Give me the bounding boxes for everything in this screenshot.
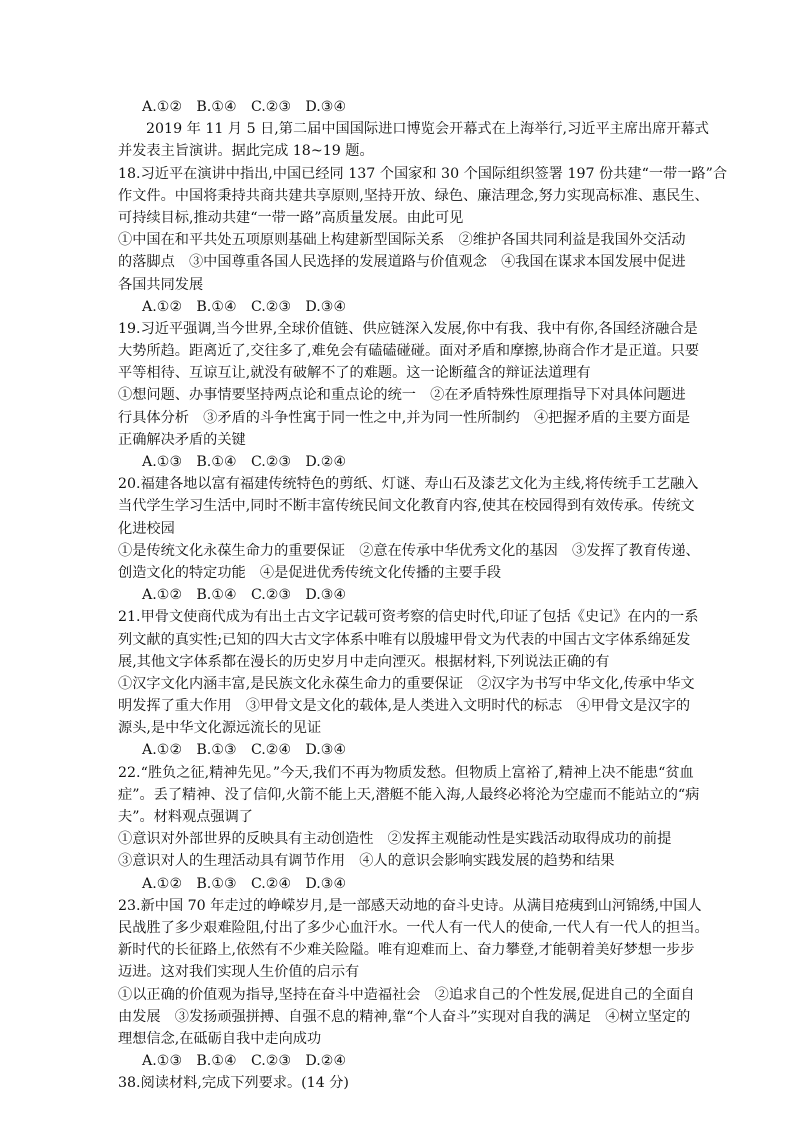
answer-options: A.①② B.①④ C.②③ D.③④	[142, 587, 347, 604]
text-line: 列文献的真实性;已知的四大古文字体系中唯有以殷墟甲骨文为代表的中国古文字体系绵延发	[118, 631, 691, 648]
text-line: 大势所趋。距离近了,交往多了,难免会有磕磕碰碰。面对矛盾和摩擦,协商合作才是正道。只要	[118, 343, 700, 360]
answer-options: A.①② B.①③ C.②④ D.③④	[142, 875, 347, 892]
text-line: 创造文化的特定功能 ④是促进优秀传统文化传播的主要手段	[118, 564, 502, 581]
text-line: 民战胜了多少艰难险阻,付出了多少心血汗水。一代人有一代人的使命,一代人有一代人的担当。	[118, 919, 709, 936]
text-line: ①意识对外部世界的反映具有主动创造性 ②发挥主观能动性是实践活动取得成功的前提	[118, 831, 672, 848]
text-line: 21.甲骨文使商代成为有出土古文字记载可资考察的信史时代,印证了包括《史记》在内的一系	[118, 609, 699, 626]
text-line: 22.“胜负之征,精神先见。”今天,我们不再为物质发愁。但物质上富裕了,精神上决不能患“贫血	[118, 764, 694, 781]
text-line: 夫”。材料观点强调了	[118, 809, 253, 825]
answer-options: A.①② B.①③ C.②④ D.③④	[142, 742, 347, 759]
text-line: 可持续目标,推动共建“一带一路”高质量发展。由此可见	[118, 209, 464, 226]
text-line: 23.新中国 70 年走过的峥嵘岁月,是一部感天动地的奋斗史诗。从满目疮痍到山河锦绣,中国人	[118, 897, 702, 914]
text-line: 行具体分析 ③矛盾的斗争性寓于同一性之中,并为同一性所制约 ④把握矛盾的主要方面是	[118, 409, 691, 426]
answer-options: A.①③ B.①④ C.②③ D.②④	[142, 1053, 347, 1070]
text-line: ③意识对人的生理活动具有调节作用 ④人的意识会影响实践发展的趋势和结果	[118, 853, 615, 870]
answer-options: A.①③ B.①④ C.②③ D.②④	[142, 454, 347, 470]
text-line: 19.习近平强调,当今世界,全球价值链、供应链深入发展,你中有我、我中有你,各国经济融合是	[118, 320, 698, 337]
text-line: ①以正确的价值观为指导,坚持在奋斗中造福社会 ②追求自己的个性发展,促进自己的全面自	[118, 986, 695, 1003]
text-line: 症”。丢了精神、没了信仰,火箭不能上天,潜艇不能入海,人最终必将沦为空虚而不能站立的“病	[118, 786, 700, 803]
text-line: 理想信念,在砥砺自我中走向成功	[118, 1030, 322, 1047]
text-line: 当代学生学习生活中,同时不断丰富传统民间文化教育内容,使其在校园得到有效传承。传统文	[118, 498, 695, 515]
text-line: 正确解决矛盾的关键	[118, 431, 246, 448]
text-line: 源头,是中华文化源远流长的见证	[118, 720, 322, 737]
text-line: ①想问题、办事情要坚持两点论和重点论的统一 ②在矛盾特殊性原理指导下对具体问题进	[118, 387, 686, 404]
text-line: ①中国在和平共处五项原则基础上构建新型国际关系 ②维护各国共同利益是我国外交活动	[118, 232, 686, 249]
text-line: 新时代的长征路上,依然有不少难关险隘。唯有迎难而上、奋力攀登,才能朝着美好梦想一步步	[118, 942, 695, 959]
text-line: 展,其他文字体系都在漫长的历史岁月中走向湮灭。根据材料,下列说法正确的有	[118, 653, 610, 670]
answer-options: A.①② B.①④ C.②③ D.③④	[142, 298, 347, 315]
text-line: ①汉字文化内涵丰富,是民族文化永葆生命力的重要保证 ②汉字为书写中华文化,传承中华文	[118, 675, 695, 692]
text-line: 的落脚点 ③中国尊重各国人民选择的发展道路与价值观念 ④我国在谋求本国发展中促进	[118, 254, 686, 271]
text-line: ①是传统文化永葆生命力的重要保证 ②意在传承中华优秀文化的基因 ③发挥了教育传递、	[118, 542, 700, 559]
text-line: 平等相待、互谅互让,就没有破解不了的难题。这一论断蕴含的辩证法道理有	[118, 365, 591, 382]
text-line: 由发展 ③发扬顽强拼搏、自强不息的精神,靠“个人奋斗”实现对自我的满足 ④树立坚定的	[118, 1008, 691, 1025]
text-line: 并发表主旨演讲。据此完成 18~19 题。	[118, 143, 374, 160]
text-line: 2019 年 11 月 5 日,第二届中国国际进口博览会开幕式在上海举行,习近平主席出席开幕式	[146, 121, 709, 138]
text-line: 18.习近平在演讲中指出,中国已经同 137 个国家和 30 个国际组织签署 197 份共建“一带一路”合	[118, 165, 728, 182]
text-line: 作文件。中国将秉持共商共建共享原则,坚持开放、绿色、廉洁理念,努力实现高标准、惠民生、	[118, 187, 709, 204]
text-line: 明发挥了重大作用 ③甲骨文是文化的载体,是人类进入文明时代的标志 ④甲骨文是汉字的	[118, 698, 691, 715]
text-line: 20.福建各地以富有福建传统特色的剪纸、灯谜、寿山石及漆艺文化为主线,将传统手工艺融入	[118, 476, 699, 493]
text-line: 化进校园	[118, 520, 175, 537]
question-text-block	[118, 96, 728, 1094]
text-line: 迈进。这对我们实现人生价值的启示有	[118, 964, 360, 981]
answer-options: A.①② B.①④ C.②③ D.③④	[142, 99, 347, 115]
text-line: 各国共同发展	[118, 276, 204, 293]
text-line: 38.阅读材料,完成下列要求。(14 分)	[118, 1075, 349, 1092]
